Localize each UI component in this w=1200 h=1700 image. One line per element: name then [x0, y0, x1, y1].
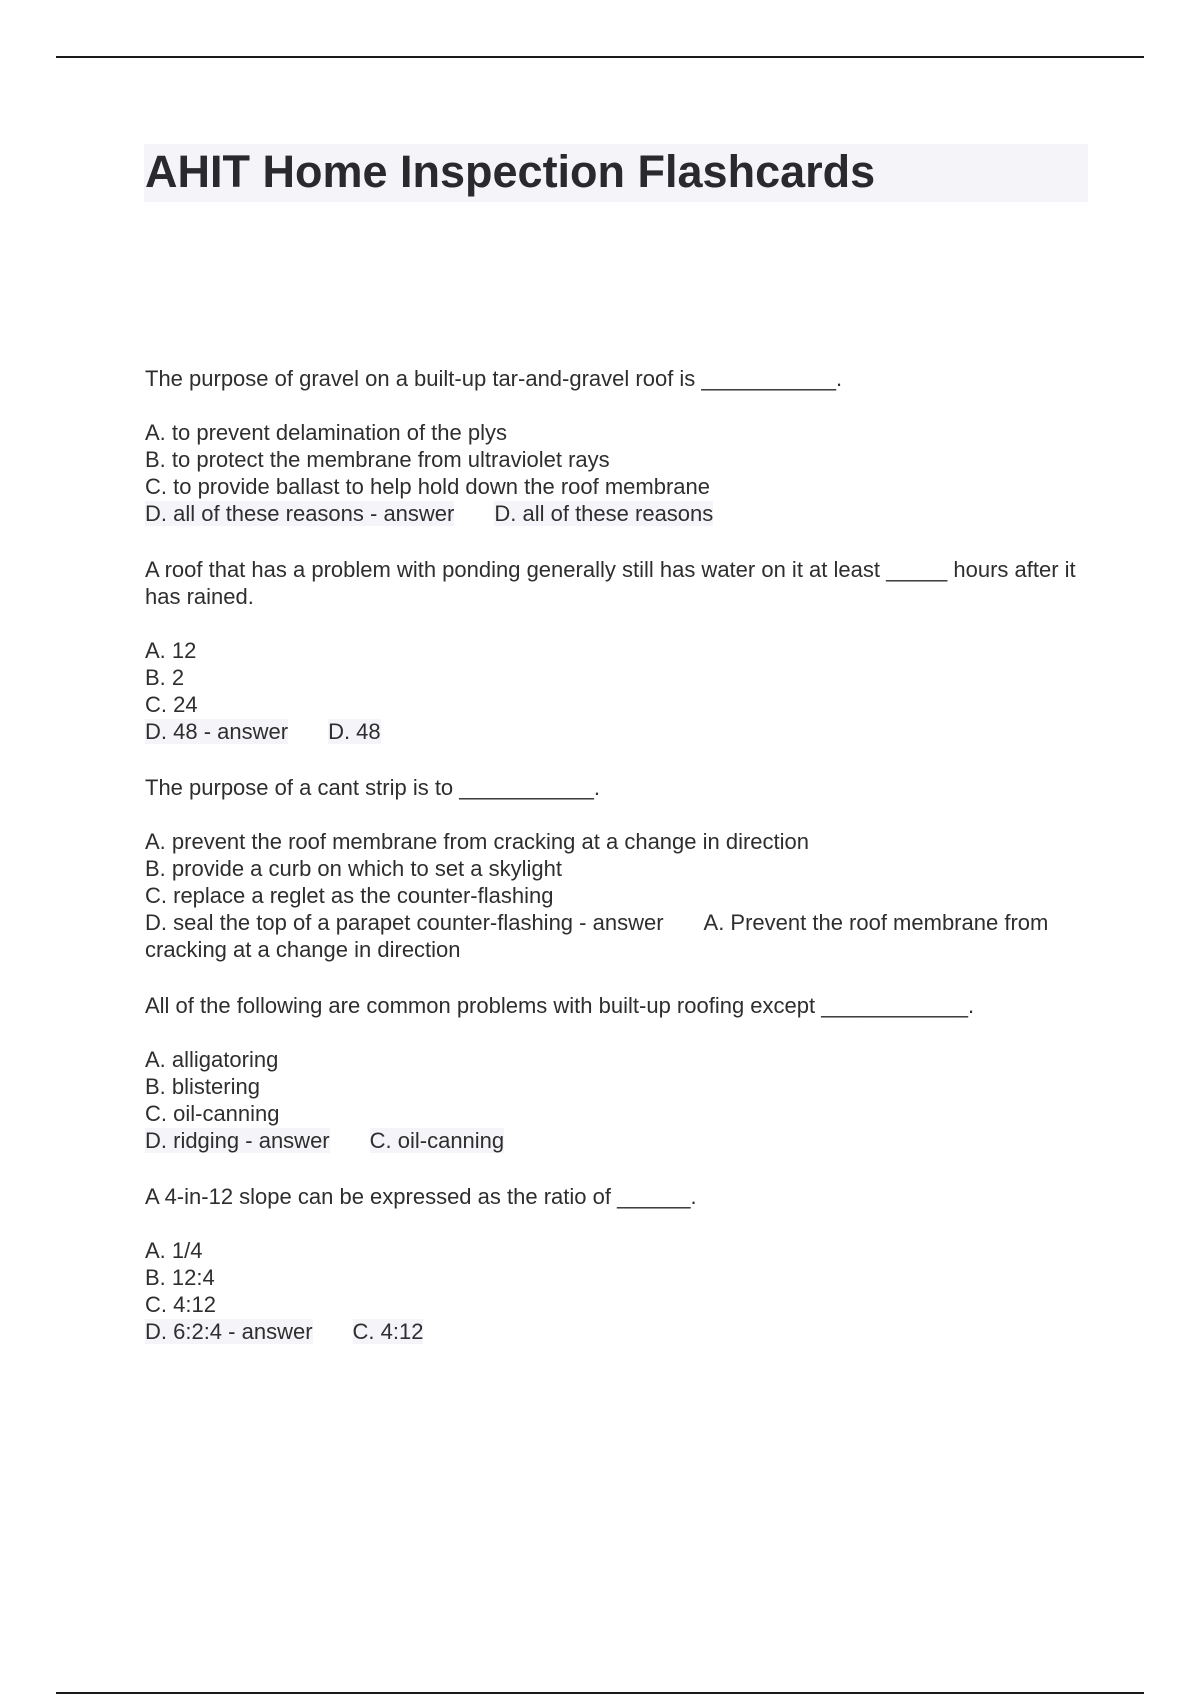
flashcard-question: The purpose of gravel on a built-up tar-and-gravel roof is ___________. — [145, 366, 843, 391]
bottom-rule — [56, 1692, 1144, 1694]
option-c: C. 24 — [145, 692, 198, 717]
option-a: A. alligatoring — [145, 1047, 279, 1072]
option-d: D. all of these reasons - answer — [145, 501, 455, 526]
option-d-line — [145, 1127, 1085, 1154]
option-d-line — [145, 500, 1085, 527]
flashcard-answer: A. Prevent the roof membrane from cracking at a change in direction — [145, 910, 1049, 962]
flashcard-answer: C. 4:12 — [352, 1319, 424, 1344]
option-b: B. 2 — [145, 665, 185, 690]
option-c: C. 4:12 — [145, 1292, 216, 1317]
flashcard-options — [145, 419, 1085, 527]
flashcard-answer: C. oil-canning — [369, 1128, 505, 1153]
page-title: AHIT Home Inspection Flashcards — [145, 146, 876, 197]
flashcard-list — [145, 365, 1085, 1374]
flashcard — [145, 992, 1085, 1154]
option-a: A. to prevent delamination of the plys — [145, 420, 507, 445]
flashcard-options — [145, 828, 1085, 963]
option-d-line — [145, 1318, 1085, 1345]
option-d: D. ridging - answer — [145, 1128, 330, 1153]
flashcard-options — [145, 637, 1085, 745]
flashcard — [145, 774, 1085, 963]
option-d: D. seal the top of a parapet counter-flashing - answer — [145, 910, 664, 935]
option-d: D. 48 - answer — [145, 719, 289, 744]
flashcard-question: A roof that has a problem with ponding generally still has water on it at least _____ hours after it has rained. — [145, 557, 1076, 609]
option-c: C. oil-canning — [145, 1101, 280, 1126]
option-b: B. to protect the membrane from ultraviolet rays — [145, 447, 610, 472]
top-rule — [56, 56, 1144, 58]
option-b: B. 12:4 — [145, 1265, 215, 1290]
flashcard — [145, 1183, 1085, 1345]
flashcard-answer: D. 48 — [328, 719, 381, 744]
flashcard-answer: D. all of these reasons — [494, 501, 714, 526]
flashcard — [145, 365, 1085, 527]
option-b: B. blistering — [145, 1074, 260, 1099]
option-c: C. to provide ballast to help hold down the roof membrane — [145, 474, 710, 499]
option-d-line — [145, 909, 1085, 963]
option-a: A. prevent the roof membrane from cracking at a change in direction — [145, 829, 810, 854]
option-d: D. 6:2:4 - answer — [145, 1319, 313, 1344]
flashcard-question: All of the following are common problems with built-up roofing except ____________. — [145, 993, 975, 1018]
option-c: C. replace a reglet as the counter-flashing — [145, 883, 554, 908]
option-d-line — [145, 718, 1085, 745]
option-b: B. provide a curb on which to set a skylight — [145, 856, 562, 881]
flashcard-options — [145, 1237, 1085, 1345]
flashcard-options — [145, 1046, 1085, 1154]
option-a: A. 1/4 — [145, 1238, 203, 1263]
flashcard-question: The purpose of a cant strip is to ___________. — [145, 775, 600, 800]
option-a: A. 12 — [145, 638, 197, 663]
flashcard — [145, 556, 1085, 745]
flashcard-question: A 4-in-12 slope can be expressed as the ratio of ______. — [145, 1184, 697, 1209]
